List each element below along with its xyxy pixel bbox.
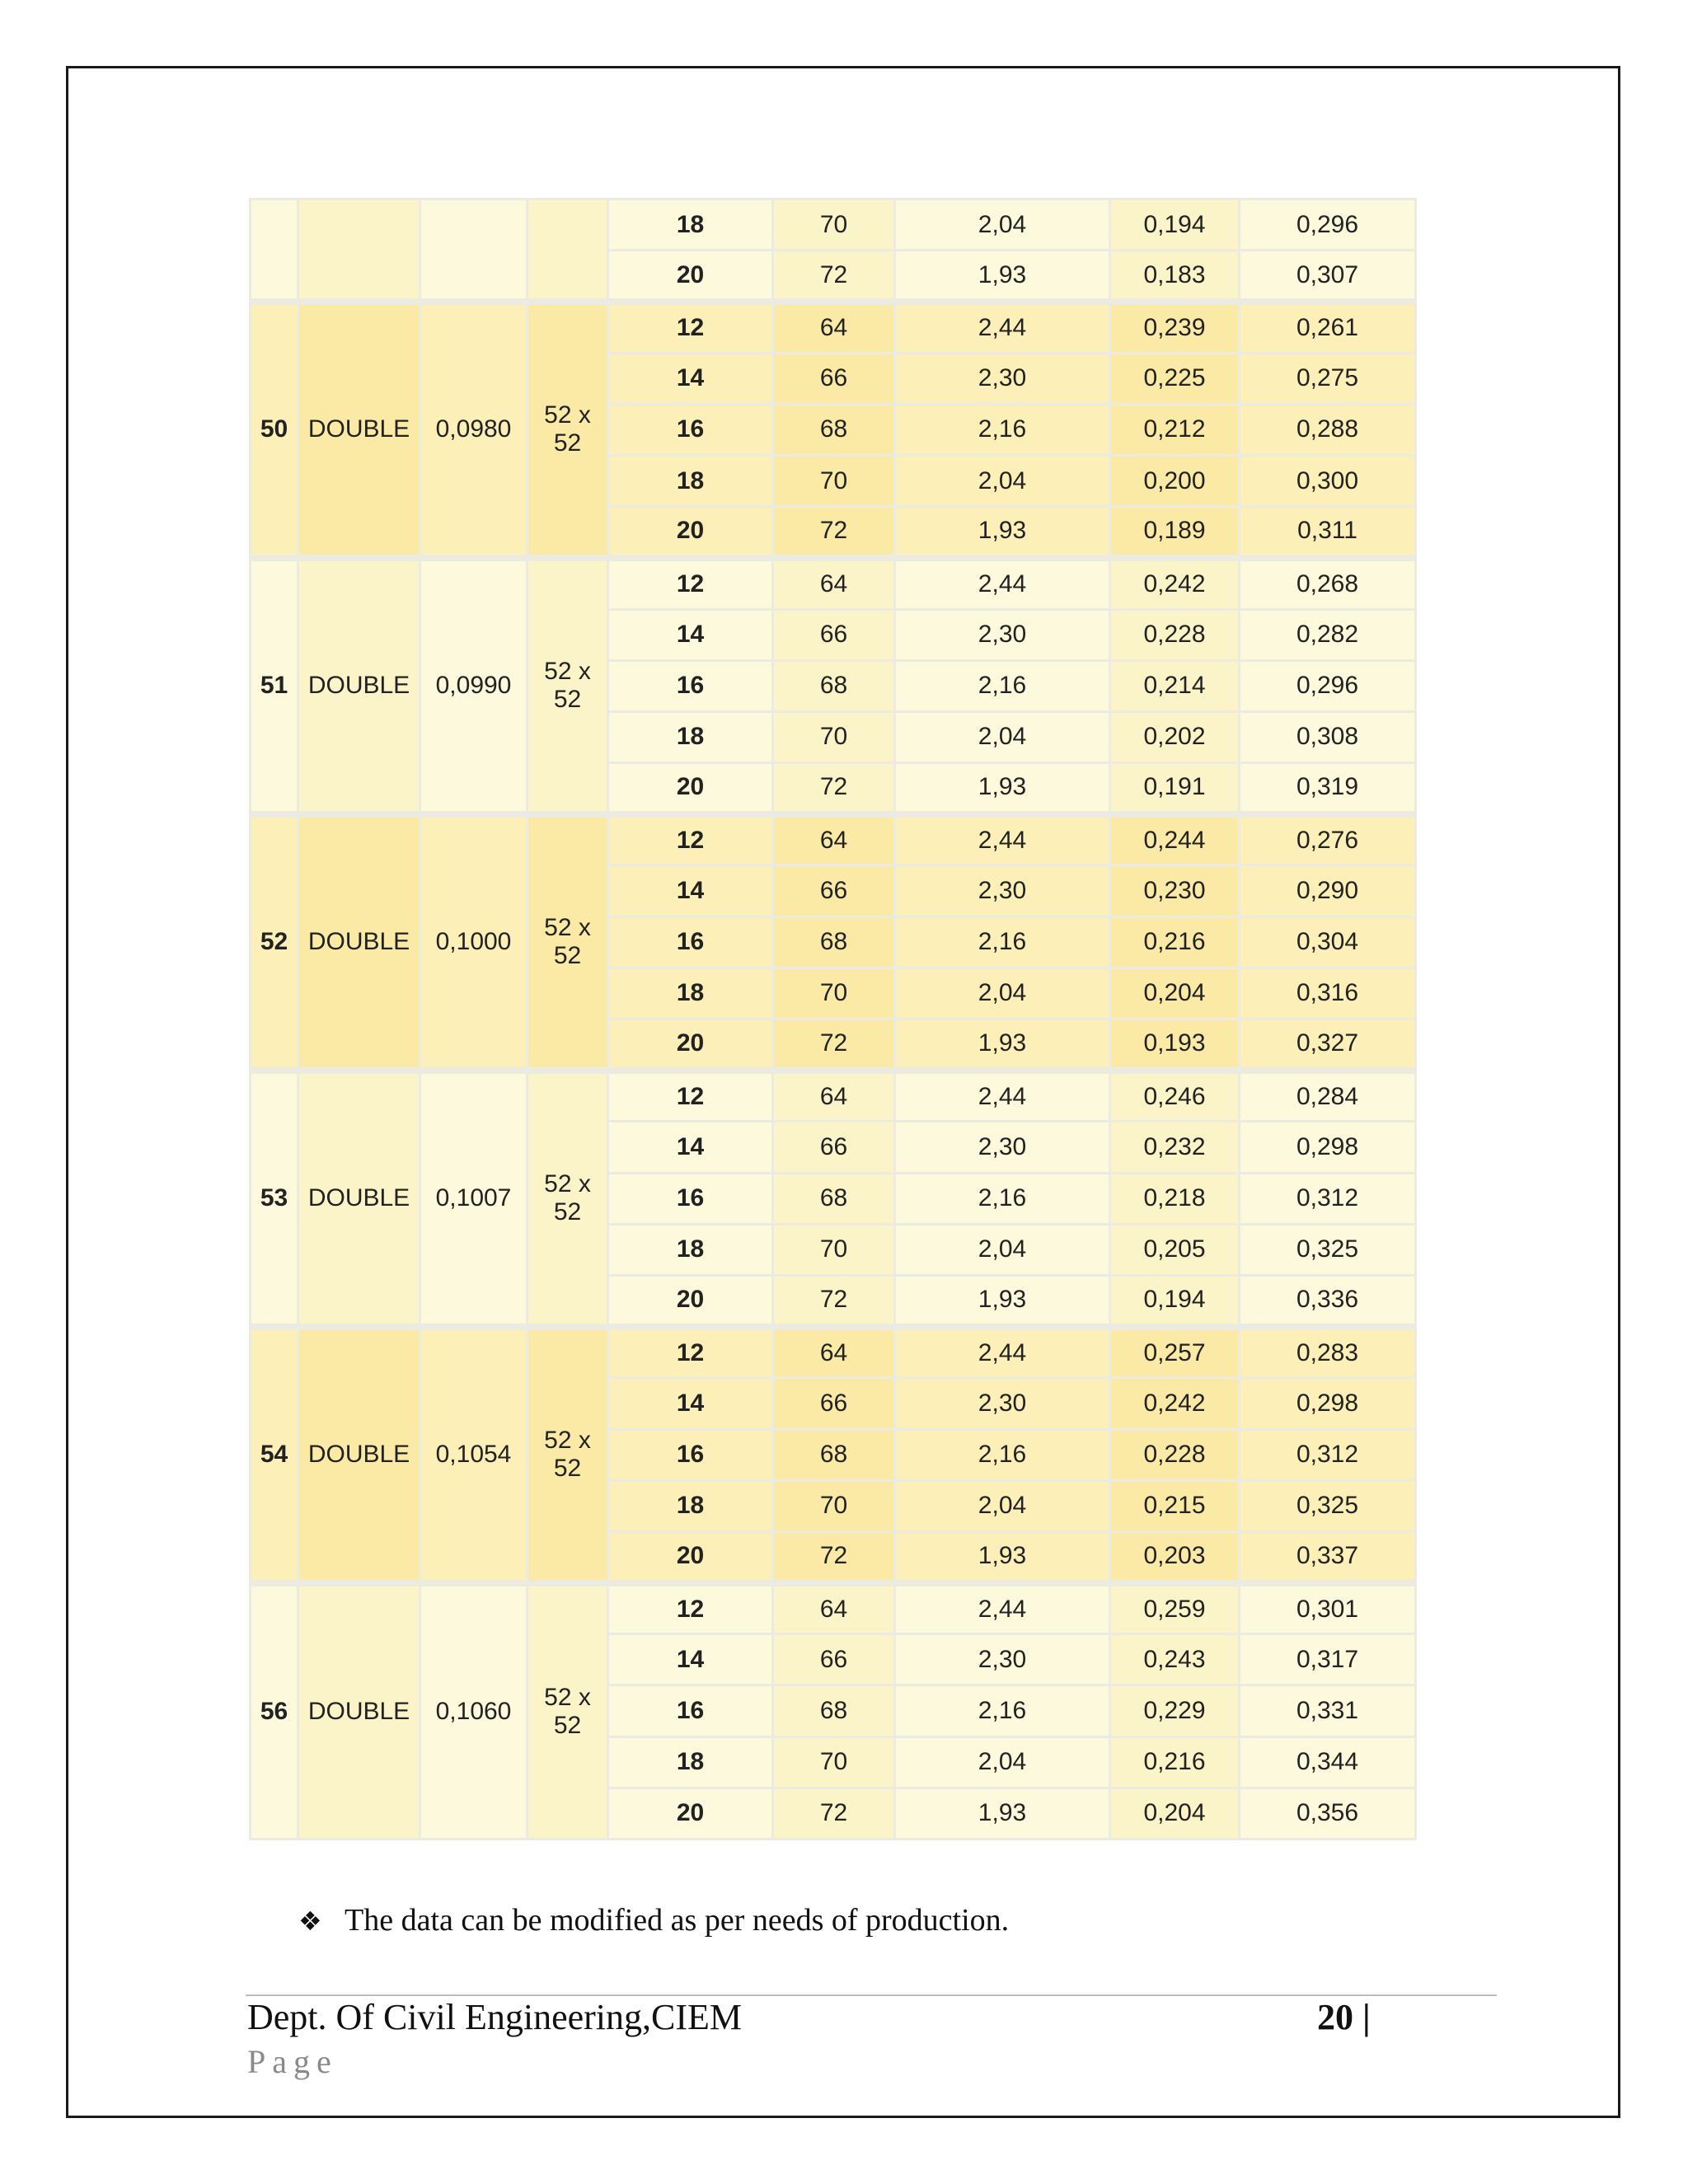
count-cell: 16	[608, 1429, 773, 1480]
value-a-cell: 72	[773, 507, 895, 558]
value-b-cell: 1,93	[895, 763, 1110, 814]
count-cell: 20	[608, 1531, 773, 1582]
group-mesh-cell: 52 x 52	[528, 1583, 608, 1840]
value-c-cell: 0,225	[1110, 353, 1240, 404]
value-d-cell: 0,319	[1240, 763, 1416, 814]
value-b-cell: 2,16	[895, 1685, 1110, 1736]
value-b-cell: 2,44	[895, 1583, 1110, 1634]
group-type-cell: DOUBLE	[298, 1583, 420, 1840]
value-b-cell: 1,93	[895, 1275, 1110, 1326]
value-c-cell: 0,194	[1110, 1275, 1240, 1326]
value-b-cell: 1,93	[895, 1531, 1110, 1582]
value-a-cell: 72	[773, 1275, 895, 1326]
count-cell: 16	[608, 660, 773, 711]
count-cell: 20	[608, 1788, 773, 1839]
value-c-cell: 0,205	[1110, 1224, 1240, 1275]
group-value-cell: 0,1060	[420, 1583, 528, 1840]
value-a-cell: 68	[773, 916, 895, 968]
count-cell: 16	[608, 1685, 773, 1736]
value-a-cell: 70	[773, 1224, 895, 1275]
value-a-cell: 70	[773, 711, 895, 762]
value-d-cell: 0,298	[1240, 1378, 1416, 1429]
value-a-cell: 64	[773, 1583, 895, 1634]
value-c-cell: 0,229	[1110, 1685, 1240, 1736]
value-b-cell: 2,16	[895, 916, 1110, 968]
value-d-cell: 0,304	[1240, 916, 1416, 968]
value-a-cell: 66	[773, 353, 895, 404]
table-row	[251, 1071, 1416, 1122]
value-d-cell: 0,325	[1240, 1480, 1416, 1531]
value-b-cell: 2,16	[895, 1429, 1110, 1480]
value-b-cell: 2,04	[895, 968, 1110, 1019]
count-cell: 18	[608, 455, 773, 506]
value-c-cell: 0,228	[1110, 1429, 1240, 1480]
value-d-cell: 0,308	[1240, 711, 1416, 762]
count-cell: 20	[608, 251, 773, 302]
count-cell: 20	[608, 763, 773, 814]
footer-department: Dept. Of Civil Engineering,CIEM	[247, 1997, 743, 2037]
group-number-cell: 56	[251, 1583, 298, 1840]
value-c-cell: 0,230	[1110, 865, 1240, 916]
value-b-cell: 2,30	[895, 609, 1110, 660]
group-value-cell: 0,1000	[420, 814, 528, 1071]
value-c-cell: 0,218	[1110, 1173, 1240, 1224]
group-number-cell: 53	[251, 1071, 298, 1327]
value-c-cell: 0,215	[1110, 1480, 1240, 1531]
value-b-cell: 2,04	[895, 455, 1110, 506]
value-a-cell: 66	[773, 1634, 895, 1685]
value-d-cell: 0,356	[1240, 1788, 1416, 1839]
value-a-cell: 70	[773, 455, 895, 506]
value-a-cell: 64	[773, 1327, 895, 1378]
group-type-cell: DOUBLE	[298, 1071, 420, 1327]
value-a-cell: 68	[773, 1173, 895, 1224]
value-d-cell: 0,276	[1240, 814, 1416, 865]
value-d-cell: 0,298	[1240, 1122, 1416, 1173]
value-a-cell: 64	[773, 1071, 895, 1122]
value-d-cell: 0,290	[1240, 865, 1416, 916]
group-value-cell: 0,1054	[420, 1327, 528, 1583]
value-c-cell: 0,204	[1110, 1788, 1240, 1839]
yarn-data-table	[249, 198, 1417, 1840]
table-row	[251, 814, 1416, 865]
value-c-cell: 0,216	[1110, 1736, 1240, 1788]
count-cell: 14	[608, 609, 773, 660]
value-d-cell: 0,307	[1240, 251, 1416, 302]
value-a-cell: 68	[773, 404, 895, 455]
group-mesh-cell: 52 x 52	[528, 1327, 608, 1583]
value-b-cell: 2,44	[895, 558, 1110, 609]
group-number-cell: 54	[251, 1327, 298, 1583]
value-d-cell: 0,344	[1240, 1736, 1416, 1788]
count-cell: 14	[608, 1378, 773, 1429]
value-d-cell: 0,296	[1240, 660, 1416, 711]
count-cell: 20	[608, 1019, 773, 1071]
value-a-cell: 68	[773, 1429, 895, 1480]
group-number-cell: 51	[251, 558, 298, 814]
value-c-cell: 0,202	[1110, 711, 1240, 762]
value-a-cell: 72	[773, 763, 895, 814]
value-d-cell: 0,283	[1240, 1327, 1416, 1378]
group-type-cell: DOUBLE	[298, 558, 420, 814]
count-cell: 14	[608, 865, 773, 916]
value-a-cell: 72	[773, 1019, 895, 1071]
count-cell: 12	[608, 814, 773, 865]
value-a-cell: 66	[773, 1122, 895, 1173]
footer-page-label: Page	[247, 2043, 338, 2080]
continuation-type-cell	[298, 199, 420, 302]
value-c-cell: 0,189	[1110, 507, 1240, 558]
table-row	[251, 199, 1416, 251]
value-d-cell: 0,301	[1240, 1583, 1416, 1634]
count-cell: 18	[608, 1736, 773, 1788]
value-a-cell: 64	[773, 814, 895, 865]
value-c-cell: 0,259	[1110, 1583, 1240, 1634]
group-mesh-cell: 52 x 52	[528, 1071, 608, 1327]
value-c-cell: 0,193	[1110, 1019, 1240, 1071]
value-c-cell: 0,183	[1110, 251, 1240, 302]
value-d-cell: 0,331	[1240, 1685, 1416, 1736]
value-c-cell: 0,257	[1110, 1327, 1240, 1378]
count-cell: 14	[608, 1634, 773, 1685]
value-b-cell: 2,30	[895, 1378, 1110, 1429]
count-cell: 18	[608, 1480, 773, 1531]
table-body	[251, 199, 1416, 1840]
count-cell: 16	[608, 404, 773, 455]
production-note	[298, 1902, 1009, 1938]
value-c-cell: 0,212	[1110, 404, 1240, 455]
count-cell: 14	[608, 353, 773, 404]
value-b-cell: 2,30	[895, 865, 1110, 916]
value-c-cell: 0,243	[1110, 1634, 1240, 1685]
value-d-cell: 0,300	[1240, 455, 1416, 506]
table-row	[251, 558, 1416, 609]
value-c-cell: 0,239	[1110, 302, 1240, 353]
value-c-cell: 0,204	[1110, 968, 1240, 1019]
table-row	[251, 1583, 1416, 1634]
value-c-cell: 0,246	[1110, 1071, 1240, 1122]
group-value-cell: 0,1007	[420, 1071, 528, 1327]
value-b-cell: 2,04	[895, 711, 1110, 762]
value-a-cell: 70	[773, 1736, 895, 1788]
count-cell: 18	[608, 968, 773, 1019]
group-type-cell: DOUBLE	[298, 1327, 420, 1583]
count-cell: 12	[608, 1071, 773, 1122]
group-number-cell: 50	[251, 302, 298, 558]
value-d-cell: 0,296	[1240, 199, 1416, 251]
value-d-cell: 0,282	[1240, 609, 1416, 660]
group-value-cell: 0,0990	[420, 558, 528, 814]
value-b-cell: 2,04	[895, 1736, 1110, 1788]
footer-page-number: 20 |	[1317, 1997, 1371, 2037]
value-a-cell: 70	[773, 1480, 895, 1531]
value-d-cell: 0,317	[1240, 1634, 1416, 1685]
group-type-cell: DOUBLE	[298, 814, 420, 1071]
continuation-number-cell	[251, 199, 298, 302]
value-b-cell: 2,44	[895, 1071, 1110, 1122]
value-d-cell: 0,337	[1240, 1531, 1416, 1582]
count-cell: 12	[608, 558, 773, 609]
group-mesh-cell: 52 x 52	[528, 302, 608, 558]
value-c-cell: 0,214	[1110, 660, 1240, 711]
value-a-cell: 64	[773, 302, 895, 353]
value-d-cell: 0,312	[1240, 1429, 1416, 1480]
count-cell: 12	[608, 302, 773, 353]
value-b-cell: 2,16	[895, 1173, 1110, 1224]
count-cell: 12	[608, 1583, 773, 1634]
value-a-cell: 72	[773, 1788, 895, 1839]
value-a-cell: 68	[773, 660, 895, 711]
value-c-cell: 0,244	[1110, 814, 1240, 865]
value-a-cell: 64	[773, 558, 895, 609]
value-d-cell: 0,284	[1240, 1071, 1416, 1122]
value-b-cell: 1,93	[895, 507, 1110, 558]
value-b-cell: 2,30	[895, 353, 1110, 404]
value-d-cell: 0,312	[1240, 1173, 1416, 1224]
value-b-cell: 2,44	[895, 814, 1110, 865]
value-b-cell: 2,16	[895, 404, 1110, 455]
value-b-cell: 2,04	[895, 1480, 1110, 1531]
value-d-cell: 0,336	[1240, 1275, 1416, 1326]
value-c-cell: 0,194	[1110, 199, 1240, 251]
value-a-cell: 66	[773, 609, 895, 660]
value-b-cell: 1,93	[895, 1788, 1110, 1839]
count-cell: 20	[608, 507, 773, 558]
value-c-cell: 0,242	[1110, 1378, 1240, 1429]
continuation-mesh-cell	[528, 199, 608, 302]
value-b-cell: 2,04	[895, 199, 1110, 251]
value-c-cell: 0,228	[1110, 609, 1240, 660]
value-a-cell: 68	[773, 1685, 895, 1736]
table-row	[251, 302, 1416, 353]
count-cell: 14	[608, 1122, 773, 1173]
diamond-bullet-icon: ❖	[298, 1905, 322, 1937]
value-d-cell: 0,275	[1240, 353, 1416, 404]
count-cell: 16	[608, 1173, 773, 1224]
value-d-cell: 0,268	[1240, 558, 1416, 609]
value-a-cell: 72	[773, 1531, 895, 1582]
count-cell: 18	[608, 711, 773, 762]
value-a-cell: 66	[773, 1378, 895, 1429]
continuation-value-cell	[420, 199, 528, 302]
table-row	[251, 1327, 1416, 1378]
value-d-cell: 0,327	[1240, 1019, 1416, 1071]
value-a-cell: 70	[773, 199, 895, 251]
value-c-cell: 0,242	[1110, 558, 1240, 609]
value-a-cell: 72	[773, 251, 895, 302]
value-c-cell: 0,200	[1110, 455, 1240, 506]
count-cell: 18	[608, 1224, 773, 1275]
value-c-cell: 0,232	[1110, 1122, 1240, 1173]
note-text: The data can be modified as per needs of production.	[345, 1903, 1010, 1938]
value-b-cell: 2,04	[895, 1224, 1110, 1275]
count-cell: 16	[608, 916, 773, 968]
value-a-cell: 70	[773, 968, 895, 1019]
value-d-cell: 0,325	[1240, 1224, 1416, 1275]
value-a-cell: 66	[773, 865, 895, 916]
value-d-cell: 0,288	[1240, 404, 1416, 455]
value-b-cell: 1,93	[895, 1019, 1110, 1071]
group-number-cell: 52	[251, 814, 298, 1071]
value-b-cell: 2,16	[895, 660, 1110, 711]
value-b-cell: 2,30	[895, 1122, 1110, 1173]
count-cell: 12	[608, 1327, 773, 1378]
value-b-cell: 2,30	[895, 1634, 1110, 1685]
value-b-cell: 2,44	[895, 302, 1110, 353]
value-d-cell: 0,261	[1240, 302, 1416, 353]
value-c-cell: 0,191	[1110, 763, 1240, 814]
group-value-cell: 0,0980	[420, 302, 528, 558]
count-cell: 20	[608, 1275, 773, 1326]
value-c-cell: 0,203	[1110, 1531, 1240, 1582]
value-d-cell: 0,311	[1240, 507, 1416, 558]
value-c-cell: 0,216	[1110, 916, 1240, 968]
group-type-cell: DOUBLE	[298, 302, 420, 558]
group-mesh-cell: 52 x 52	[528, 558, 608, 814]
group-mesh-cell: 52 x 52	[528, 814, 608, 1071]
value-d-cell: 0,316	[1240, 968, 1416, 1019]
count-cell: 18	[608, 199, 773, 251]
value-b-cell: 2,44	[895, 1327, 1110, 1378]
value-b-cell: 1,93	[895, 251, 1110, 302]
